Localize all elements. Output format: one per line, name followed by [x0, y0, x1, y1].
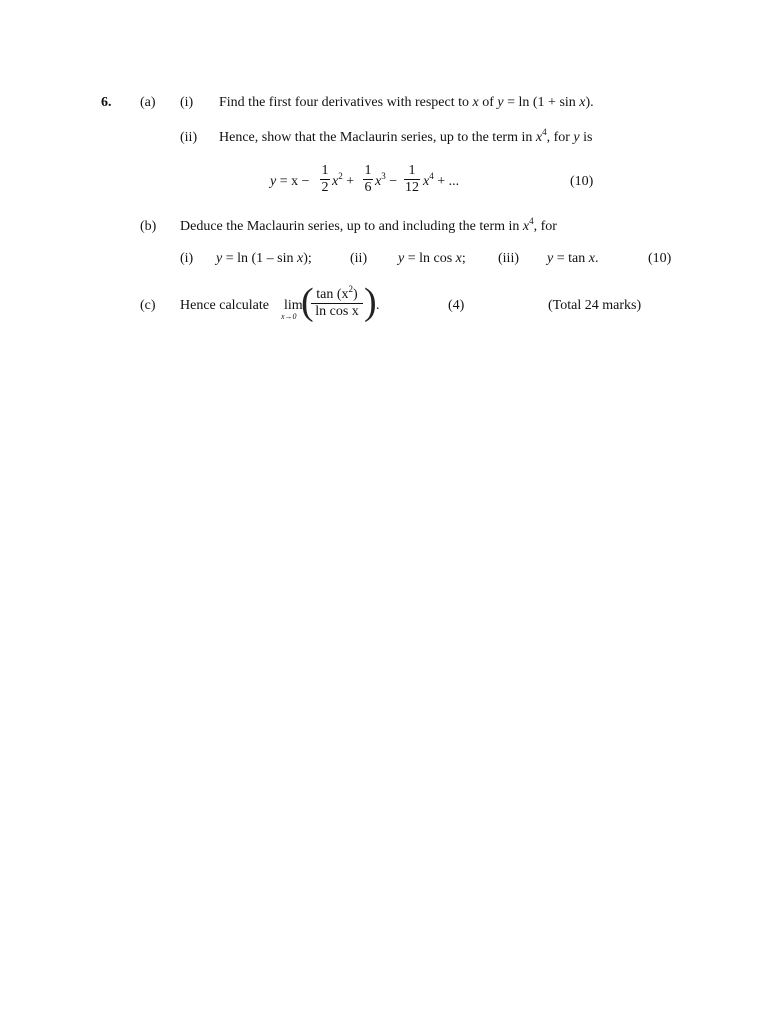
- part-b-ii-label: (ii): [350, 251, 368, 266]
- part-c-marks: (4): [448, 298, 465, 313]
- part-c-label: (c): [140, 298, 156, 313]
- part-b-marks: (10): [648, 251, 672, 266]
- part-b-i-expr: y = ln (1 – sin x);: [216, 251, 312, 266]
- series-term-x2: $x^2$ +: [332, 171, 355, 189]
- left-paren: (: [301, 281, 314, 323]
- limit-numerator: $\tan (x^2)$: [316, 284, 358, 302]
- series-fraction-twelfth: 1 12: [405, 163, 419, 195]
- right-paren: ): [364, 281, 377, 323]
- series-term-x4: $x^4$ + ...: [423, 171, 460, 189]
- question-number: 6.: [101, 95, 112, 110]
- limit-subscript: x→0: [281, 312, 297, 321]
- total-marks: (Total 24 marks): [548, 298, 642, 313]
- series-fraction-sixth: 1 6: [364, 163, 372, 195]
- part-c-text: Hence calculate: [180, 298, 269, 313]
- part-b-ii-expr: y = ln cos x;: [398, 251, 466, 266]
- part-b-iii-expr: y = tan x.: [547, 251, 599, 266]
- part-b-i-label: (i): [180, 251, 194, 266]
- part-a-label: (a): [140, 95, 156, 110]
- part-a-i-text: Find the first four derivatives with respect to x of y = ln (1 + sin x).: [219, 95, 594, 110]
- part-b-iii-label: (iii): [498, 251, 519, 266]
- part-a-ii-label: (ii): [180, 130, 198, 145]
- series-fraction-half: 1 2: [321, 163, 329, 195]
- limit-fraction: [311, 284, 363, 319]
- part-b-label: (b): [140, 219, 157, 234]
- series-lhs: y = x −: [270, 174, 310, 189]
- limit-period: .: [376, 298, 380, 313]
- series-term-x3: $x^3$ −: [375, 171, 398, 189]
- part-b-text: Deduce the Maclaurin series, up to and including the term in $x^4$, for: [180, 216, 557, 234]
- part-a-i-label: (i): [180, 95, 194, 110]
- limit-operator: lim: [284, 298, 303, 313]
- part-a-ii-text: Hence, show that the Maclaurin series, up to the term in $x^4$, for y is: [219, 127, 593, 145]
- limit-denominator: ln cos x: [315, 304, 359, 319]
- part-a-marks: (10): [570, 174, 594, 189]
